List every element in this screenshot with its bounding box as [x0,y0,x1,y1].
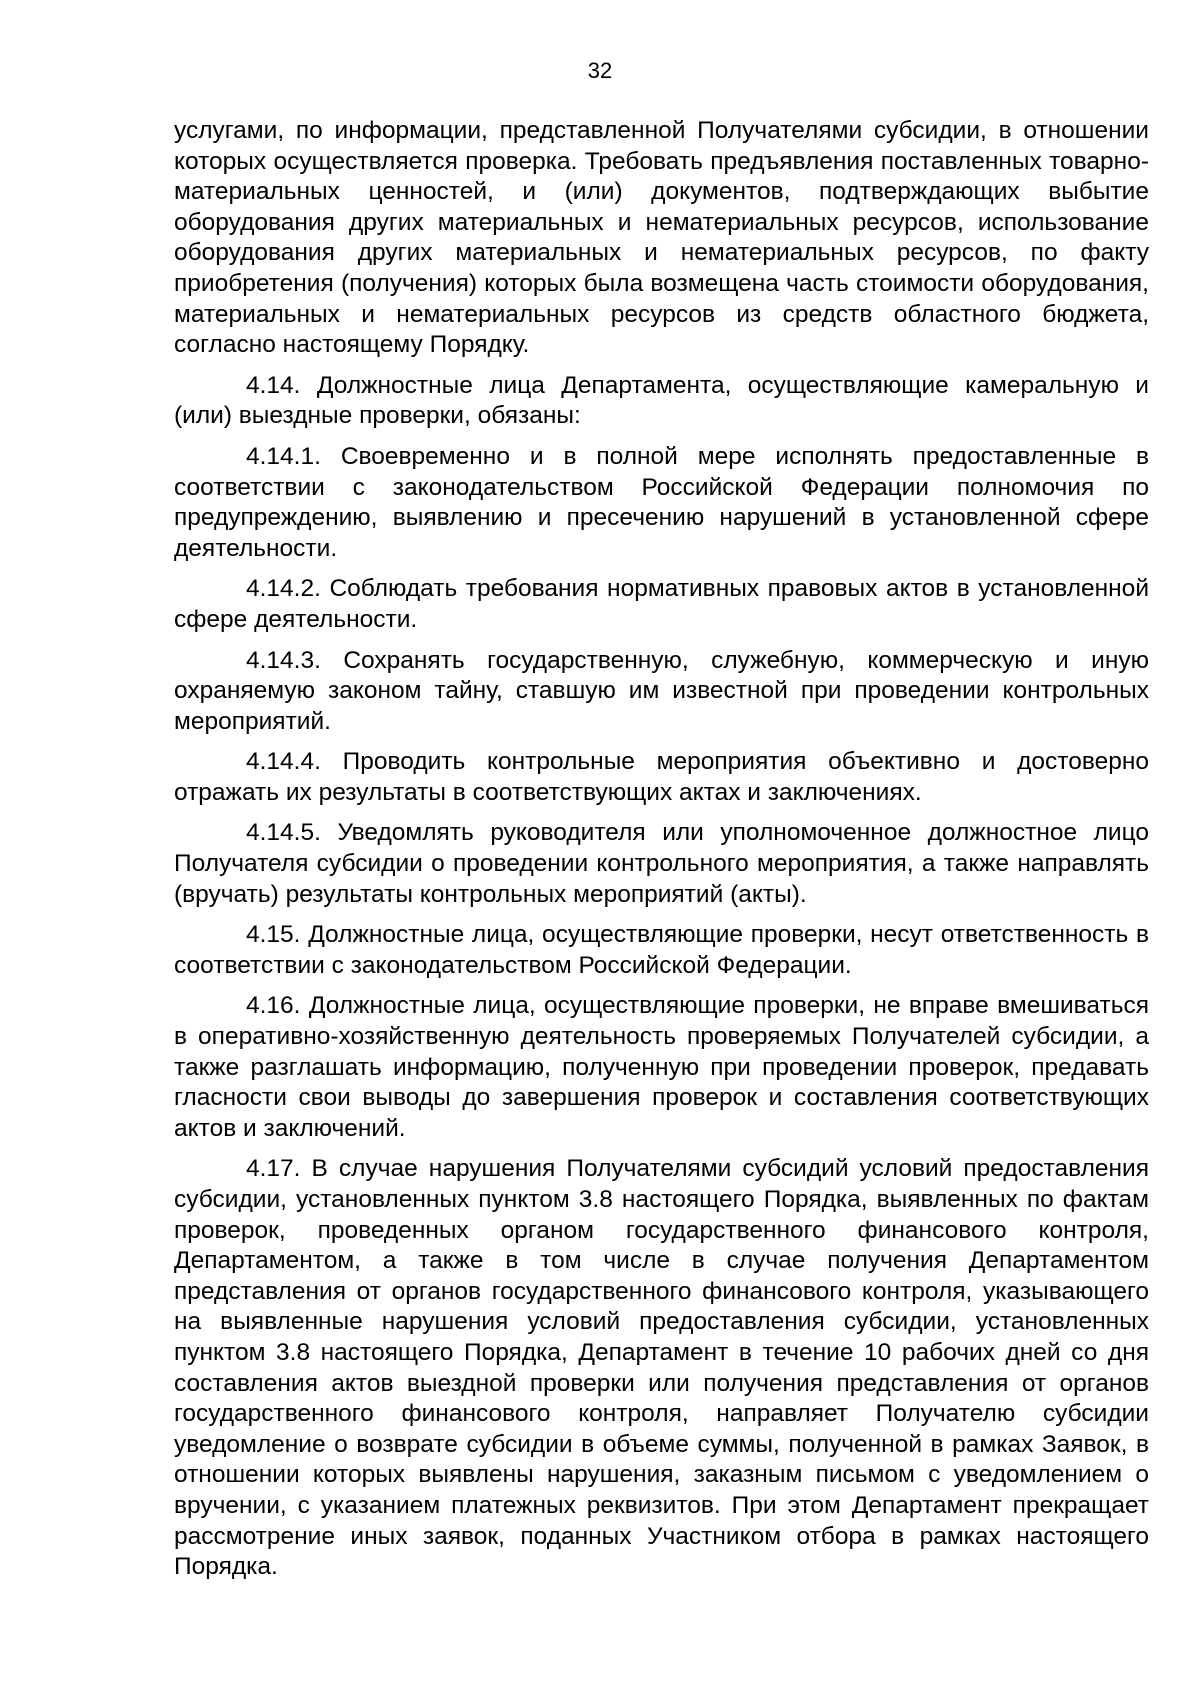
paragraph-4-14-3: 4.14.3. Сохранять государственную, служебную, коммерческую и иную охраняемую законом тайну, ставшую им известной при проведении контрольных мероприятий. [174,646,1149,735]
paragraph-4-14: 4.14. Должностные лица Департамента, осуществляющие камеральную и (или) выездные проверки, обязаны: [174,371,1149,430]
paragraph-4-14-5: 4.14.5. Уведомлять руководителя или уполномоченное должностное лицо Получателя субсидии о проведении контрольного мероприятия, а также направлять (вручать) результаты контрольных мероприятий (акты). [174,819,1149,908]
paragraph-4-17: 4.17. В случае нарушения Получателями субсидий условий предоставления субсидии, установленных пунктом 3.8 настоящего Порядка, выявленных по фактам проверок, проведенных органом государственного финансового контроля, Департаментом, а также в том числе в случае получения Департаментом представления от органов государственного финансового контроля, указывающего на выявленные нарушения условий предоставления субсидии, установленных пунктом 3.8 настоящего Порядка, Департамент в течение 10 рабочих дней со дня составления актов выездной проверки или получения представления от органов государственного финансового контроля, направляет Получателю субсидии уведомление о возврате субсидии в объеме суммы, полученной в рамках Заявок, в отношении которых выявлены нарушения, заказным письмом с уведомлением о вручении, с указанием платежных реквизитов. При этом Департамент прекращает рассмотрение иных заявок, поданных Участником отбора в рамках настоящего Порядка. [174,1155,1149,1581]
document-body [174,116,1149,1593]
page-number: 32 [587,58,613,83]
paragraph-4-15: 4.15. Должностные лица, осуществляющие проверки, несут ответственность в соответствии с законодательством Российской Федерации. [174,921,1149,979]
paragraph-4-16: 4.16. Должностные лица, осуществляющие проверки, не вправе вмешиваться в оперативно-хозяйственную деятельность проверяемых Получателей субсидии, а также разглашать информацию, полученную при проведении проверок, предавать гласности свои выводы до завершения проверок и составления соответствующих актов и заключений. [174,992,1149,1142]
paragraph-4-14-4: 4.14.4. Проводить контрольные мероприятия объективно и достоверно отражать их результаты в соответствующих актах и заключениях. [174,748,1149,806]
paragraph-4-14-1: 4.14.1. Своевременно и в полной мере исполнять предоставленные в соответствии с законодательством Российской Федерации полномочия по предупреждению, выявлению и пресечению нарушений в установленной сфере деятельности. [174,442,1149,562]
paragraph-4-14-2: 4.14.2. Соблюдать требования нормативных правовых актов в установленной сфере деятельности. [174,575,1149,633]
paragraph-continuation: услугами, по информации, представленной Получателями субсидии, в отношении которых осуществляется проверка. Требовать предъявления поставленных товарно-материальных ценностей, и (или) документов, подтверждающих выбытие оборудования других материальных и нематериальных ресурсов, использование оборудования других материальных и нематериальных ресурсов, по факту приобретения (получения) которых была возмещена часть стоимости оборудования, материальных и нематериальных ресурсов из средств областного бюджета, согласно настоящему Порядку. [174,117,1149,359]
